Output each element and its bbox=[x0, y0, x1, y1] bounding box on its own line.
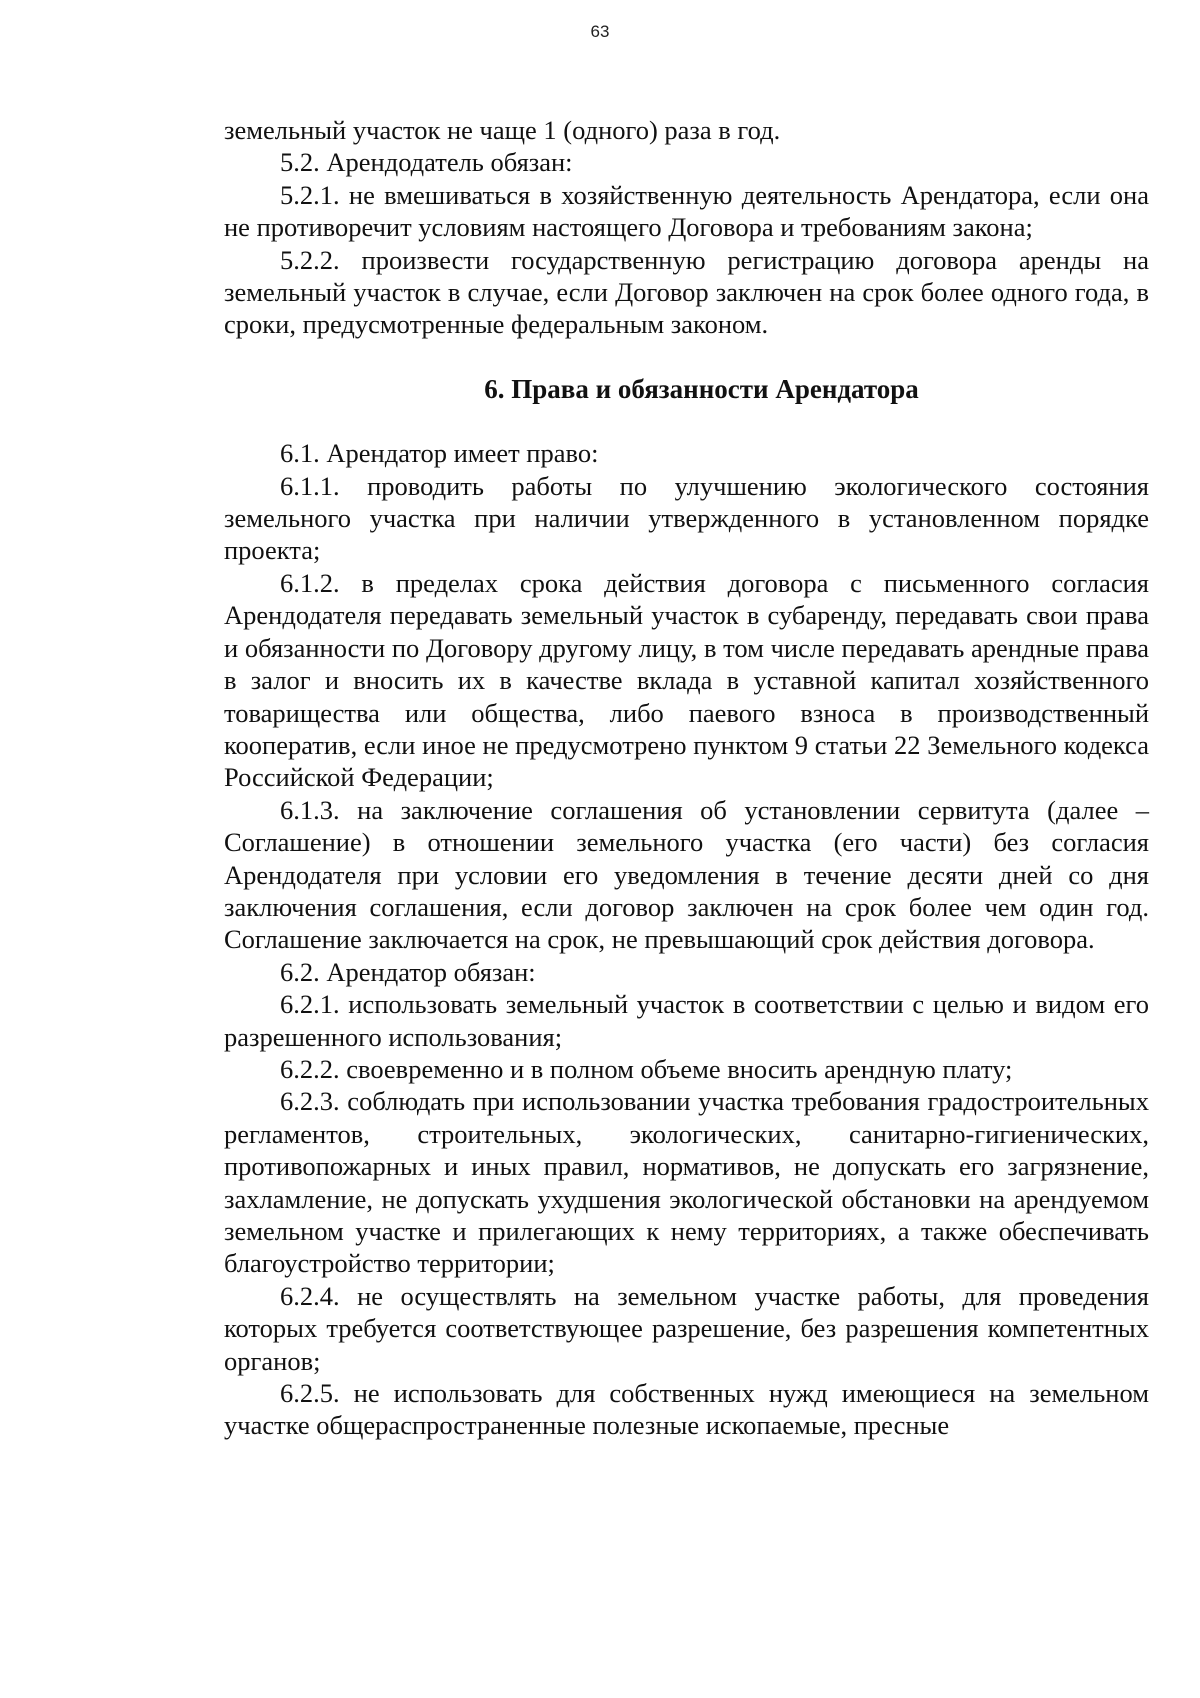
document-body bbox=[224, 114, 1149, 1442]
paragraph-5-2: 5.2. Арендодатель обязан: bbox=[280, 147, 573, 178]
paragraph-6-1-3: 6.1.3. на заключение соглашения об установлении сервитута (далее – Соглашение) в отношении земельного участка (его части) без согласия Арендодателя при условии его уведомления в течение десяти дней со дня заключения соглашения, если договор заключен на срок более чем один год. Соглашение заключается на срок, не превышающий срок действия договора. bbox=[224, 794, 1149, 955]
paragraph-6-1-2: 6.1.2. в пределах срока действия договора с письменного согласия Арендодателя передавать земельный участок в субаренду, передавать свои права и обязанности по Договору другому лицу, в том числе передавать арендные права в залог и вносить их в качестве вклада в уставной капитал хозяйственного товарищества или общества, либо паевого взноса в производственный кооператив, если иное не предусмотрено пунктом 9 статьи 22 Земельного кодекса Российской Федерации; bbox=[224, 567, 1149, 793]
paragraph-6-2: 6.2. Арендатор обязан: bbox=[280, 956, 536, 987]
section-heading: 6. Права и обязанности Арендатора bbox=[484, 373, 919, 404]
page-number: 63 bbox=[590, 22, 610, 41]
paragraph-6-2-2: 6.2.2. своевременно и в полном объеме вносить арендную плату; bbox=[280, 1053, 1013, 1084]
paragraph-5-2-2: 5.2.2. произвести государственную регистрацию договора аренды на земельный участок в случае, если Договор заключен на срок более одного года, в сроки, предусмотренные федеральным законом. bbox=[224, 244, 1149, 340]
paragraph-6-2-5: 6.2.5. не использовать для собственных нужд имеющиеся на земельном участке общераспространенные полезные ископаемые, пресные bbox=[224, 1378, 1149, 1441]
paragraph-6-1-1: 6.1.1. проводить работы по улучшению экологического состояния земельного участка при наличии утвержденного в установленном порядке проекта; bbox=[224, 470, 1149, 566]
paragraph-6-2-1: 6.2.1. использовать земельный участок в соответствии с целью и видом его разрешенного использования; bbox=[224, 989, 1149, 1052]
paragraph-continuation: земельный участок не чаще 1 (одного) раза в год. bbox=[224, 115, 781, 145]
paragraph-6-1: 6.1. Арендатор имеет право: bbox=[280, 438, 599, 469]
paragraph-5-2-1: 5.2.1. не вмешиваться в хозяйственную деятельность Арендатора, если она не противоречит условиям настоящего Договора и требованиям закона; bbox=[224, 179, 1149, 243]
paragraph-6-2-3: 6.2.3. соблюдать при использовании участка требования градостроительных регламентов, строительных, экологических, санитарно-гигиенических, противопожарных и иных правил, нормативов, не допускать его загрязнение, захламление, не допускать ухудшения экологической обстановки на арендуемом земельном участке и прилегающих к нему территориях, а также обеспечивать благоустройство территории; bbox=[224, 1086, 1149, 1279]
paragraph-6-2-4: 6.2.4. не осуществлять на земельном участке работы, для проведения которых требуется соответствующее разрешение, без разрешения компетентных органов; bbox=[224, 1280, 1149, 1376]
